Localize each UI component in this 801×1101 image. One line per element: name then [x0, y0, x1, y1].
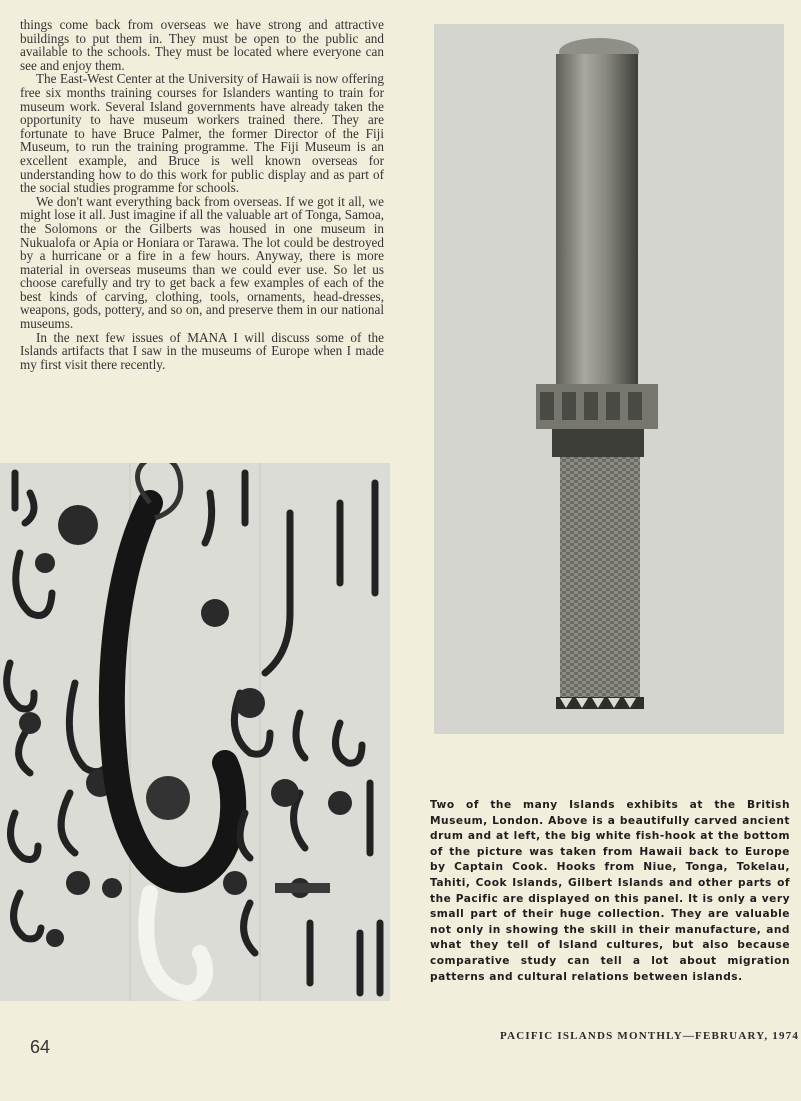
page-number: 64 — [30, 1037, 51, 1057]
article-paragraph-3: We don't want everything back from overseas. If we got it all, we might lose it all. Just imagine if all the valuable art of Tonga, Samoa, the Solomons or the Gilberts was housed in one museum in Nukualofa or Apia or Honiara or Tarawa. The lot could be destroyed by a hurricane or a fire in a few hours. Anyway, there is more material in overseas museums than we could ever use. So let us choose carefully and try to get back a few examples of each of the best kinds of carving, clothing, tools, ornaments, head-dresses, weapons, gods, pottery, and so on, and preserve them in our national museums. — [20, 193, 384, 332]
article-paragraph-4: In the next few issues of MANA I will discuss some of the Islands artifacts that I saw in the museums of Europe when I made my first visit there recently. — [20, 329, 384, 372]
article-text — [20, 18, 384, 371]
article-paragraph-1: things come back from overseas we have strong and attractive buildings to put them in. They must be open to the public and available to the schools. They must be located where everyone can see and enjoy them. — [20, 17, 384, 73]
drum-illustration — [434, 24, 784, 734]
photo-caption: Two of the many Islands exhibits at the British Museum, London. Above is a beautifully carved ancient drum and at left, the big white fish-hook at the bottom of the picture was taken from Hawaii back to Europe by Captain Cook. Hooks from Niue, Tonga, Tokelau, Tahiti, Cook Islands, Gilbert Islands and other parts of the Pacific are displayed on this panel. It is only a very small part of their huge collection. They are valuable not only in showing the skill in their manufacture, and what they tell of Island cultures, but also because comparative study can tell a lot about migration patterns and cultural relations between islands. — [430, 799, 790, 983]
carved-drum-photo — [434, 24, 784, 734]
fish-hook-illustration — [0, 463, 390, 1001]
article-paragraph-2: The East-West Center at the University of Hawaii is now offering free six months training courses for Islanders wanting to train for museum work. Several Island governments have already taken the opportunity to have museum workers trained there. They are fortunate to have Bruce Palmer, the former Director of the Fiji Museum, to run the training programme. The Fiji Museum is an excellent example, and Bruce is well known overseas for understanding how to do this work for public display and as part of the social studies programme for schools. — [20, 71, 384, 196]
running-footer: PACIFIC ISLANDS MONTHLY—FEBRUARY, 1974 — [500, 1030, 800, 1042]
fish-hook-panel-photo — [0, 463, 390, 1001]
